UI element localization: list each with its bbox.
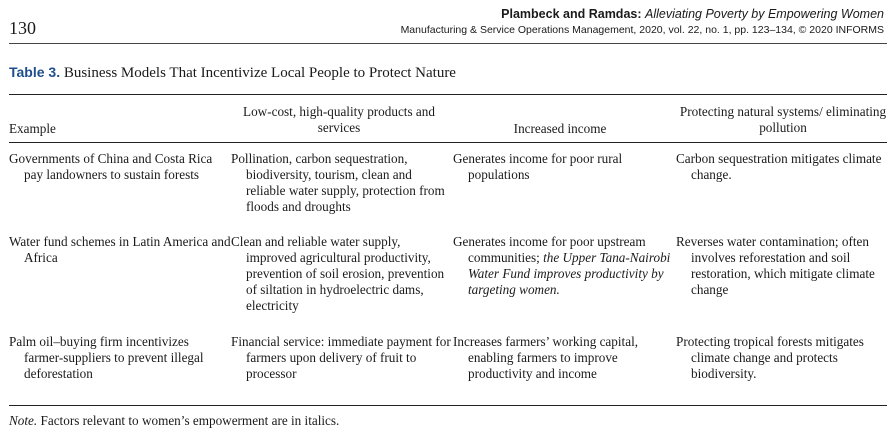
row2-products: Clean and reliable water supply, improved agricultural productivity, prevention of soil erosion, prevention of siltation in hydroelectric dams, electricity bbox=[231, 234, 445, 313]
table-note bbox=[9, 413, 339, 429]
row2-nature: Reverses water contamination; often involves reforestation and soil restoration, which mitigate climate change bbox=[676, 234, 875, 297]
table-label: Table 3. bbox=[9, 64, 61, 80]
note-text: Factors relevant to women’s empowerment are in italics. bbox=[40, 413, 340, 428]
column-header-income: Increased income bbox=[513, 121, 607, 136]
row3-income: Increases farmers’ working capital, enabling farmers to improve productivity and income bbox=[453, 334, 639, 381]
row3-example: Palm oil–buying firm incentivizes farmer-suppliers to prevent illegal deforestation bbox=[9, 334, 204, 381]
page-number: 130 bbox=[9, 18, 36, 38]
running-head-title-line bbox=[401, 6, 884, 23]
table-caption-text: Business Models That Incentivize Local People to Protect Nature bbox=[63, 65, 456, 81]
column-header-products: Low-cost, high-quality products and services bbox=[243, 104, 435, 135]
row2-example: Water fund schemes in Latin America and Africa bbox=[9, 234, 231, 265]
authors: Plambeck and Ramdas: bbox=[501, 7, 642, 21]
table-bottom-rule bbox=[9, 405, 887, 406]
column-header-example: Example bbox=[9, 121, 56, 136]
column-header-nature: Protecting natural systems/ eliminating pollution bbox=[679, 104, 887, 135]
row2-income bbox=[453, 234, 675, 298]
table-top-rule bbox=[9, 94, 887, 95]
row1-example: Governments of China and Costa Rica pay landowners to sustain forests bbox=[9, 151, 213, 182]
table-header-rule bbox=[9, 142, 887, 143]
row1-income: Generates income for poor rural populations bbox=[453, 151, 623, 182]
row3-nature: Protecting tropical forests mitigates climate change and protects biodiversity. bbox=[676, 334, 864, 381]
row1-products: Pollination, carbon sequestration, biodiversity, tourism, clean and reliable water supply, protection from floods and droughts bbox=[231, 151, 445, 214]
row3-products: Financial service: immediate payment for farmers upon delivery of fruit to processor bbox=[231, 334, 451, 381]
article-title: Alleviating Poverty by Empowering Women bbox=[645, 7, 884, 21]
note-label: Note. bbox=[9, 413, 38, 428]
row2-income-italic: the Upper Tana-Nairobi Water Fund improves productivity by targeting women. bbox=[468, 250, 671, 297]
header-rule bbox=[9, 43, 887, 44]
running-head bbox=[401, 6, 884, 38]
row2-income-plain: Generates income for poor upstream communities; bbox=[453, 234, 646, 265]
journal-info: Manufacturing & Service Operations Management, 2020, vol. 22, no. 1, pp. 123–134, © 2020 INFORMS bbox=[400, 24, 884, 36]
table-caption bbox=[9, 64, 456, 82]
row1-nature: Carbon sequestration mitigates climate change. bbox=[676, 151, 882, 182]
